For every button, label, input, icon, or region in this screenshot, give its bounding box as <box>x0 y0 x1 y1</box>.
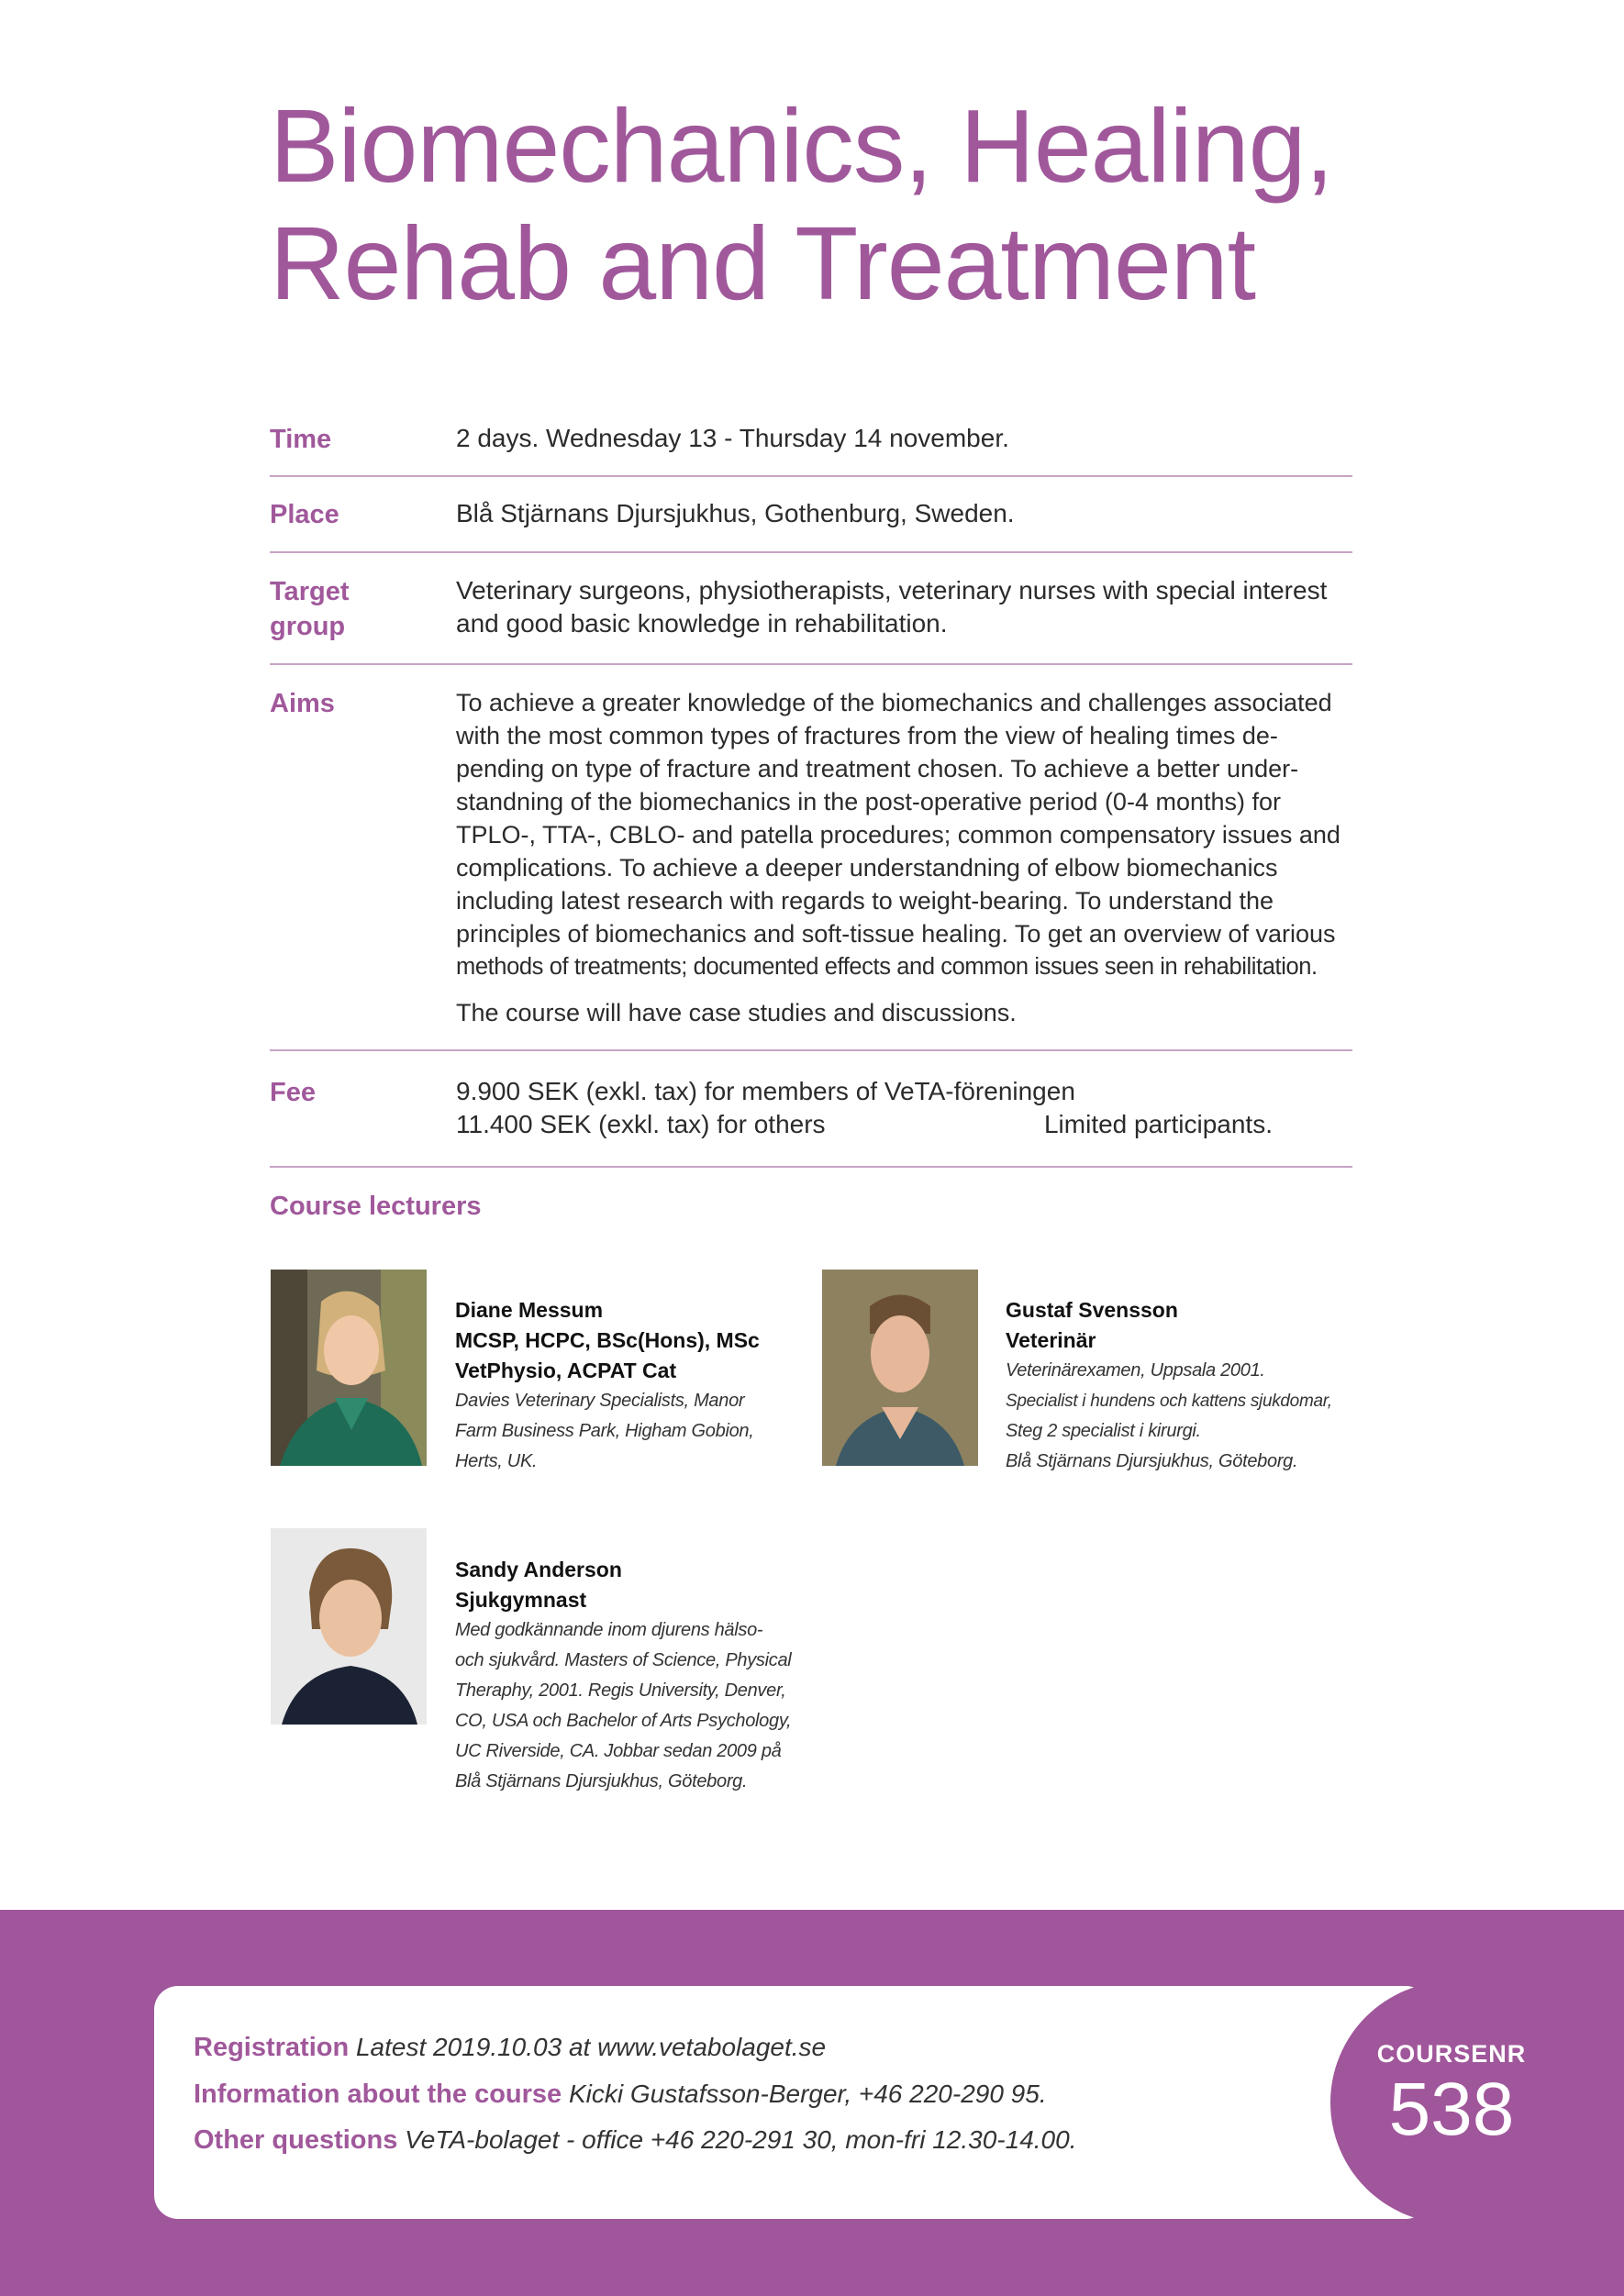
aims-line: principles of biomechanics and soft-tissue healing. To get an overview of various <box>456 920 1336 948</box>
place-label: Place <box>270 500 339 529</box>
target-value-line-1: Veterinary surgeons, physiotherapists, veterinary nurses with special interest <box>456 576 1328 605</box>
lecturer-desc-line: Med godkännande inom djurens hälso- <box>455 1620 763 1640</box>
target-label-line-2: group <box>270 612 346 641</box>
lecturer-desc-line: UC Riverside, CA. Jobbar sedan 2009 på <box>455 1741 782 1761</box>
fee-line-2: 11.400 SEK (exkl. tax) for others <box>456 1110 826 1138</box>
aims-line: TPLO-, TTA-, CBLO- and patella procedures; common compensatory issues and <box>456 821 1340 849</box>
lecturer-name-line: Gustaf Svensson <box>1006 1298 1178 1322</box>
aims-line: methods of treatments; documented effects and common issues seen in rehabilitation. <box>456 954 1318 980</box>
fee-value <box>456 1075 1314 1141</box>
information-label: Information about the course <box>194 2080 562 2109</box>
limited-participants: Limited participants. <box>1043 1110 1273 1138</box>
page-title <box>270 87 1508 322</box>
lecturer-photo-diane <box>271 1270 427 1466</box>
lecturer-name-line: Sandy Anderson <box>455 1558 622 1581</box>
lecturer-desc-line: Veterinärexamen, Uppsala 2001. <box>1006 1360 1265 1381</box>
aims-value <box>456 686 1351 1029</box>
other-questions-value: VeTA-bolaget - office +46 220-291 30, mon-fri 12.30-14.00. <box>405 2125 1077 2154</box>
lecturer-name-line: Diane Messum <box>455 1298 604 1322</box>
lecturer-name-line: Sjukgymnast <box>455 1588 587 1612</box>
title-line-2: Rehab and Treatment <box>270 205 1256 321</box>
lecturer-desc-line: Steg 2 specialist i kirurgi. <box>1006 1421 1201 1441</box>
detail-row-time <box>270 422 1352 477</box>
lecturer-desc-line: och sjukvård. Masters of Science, Physical <box>455 1650 792 1670</box>
detail-row-fee <box>270 1075 1352 1168</box>
aims-line: including latest research with regards to weight-bearing. To understand the <box>456 887 1274 915</box>
course-number-label: COURSENR <box>1376 2040 1527 2068</box>
lecturer-desc-line: Specialist i hundens och kattens sjukdomar, <box>1006 1392 1332 1411</box>
lecturer-desc-line: Herts, UK. <box>455 1451 538 1471</box>
detail-row-place <box>270 497 1352 553</box>
lecturer-desc-line: CO, USA och Bachelor of Arts Psychology, <box>455 1711 792 1731</box>
lecturer-desc-line: Blå Stjärnans Djursjukhus, Göteborg. <box>1006 1451 1298 1471</box>
lecturer-photo-gustaf <box>822 1270 978 1466</box>
other-questions-label: Other questions <box>194 2125 398 2155</box>
place-value: Blå Stjärnans Djursjukhus, Gothenburg, Sweden. <box>456 499 1015 527</box>
lecturer-desc-line: Farm Business Park, Higham Gobion, <box>455 1421 754 1441</box>
other-questions-line <box>194 2122 1076 2158</box>
fee-line-1: 9.900 SEK (exkl. tax) for members of VeTA-föreningen <box>456 1077 1075 1105</box>
lecturer-desc-line: Davies Veterinary Specialists, Manor <box>455 1391 745 1411</box>
target-group-label <box>270 574 435 644</box>
course-number: 538 <box>1388 2068 1515 2151</box>
aims-label: Aims <box>270 689 335 718</box>
target-group-value <box>456 574 1351 640</box>
target-value-line-2: and good basic knowledge in rehabilitation. <box>456 609 948 638</box>
time-label: Time <box>270 425 332 454</box>
lecturer-desc-line: Blå Stjärnans Djursjukhus, Göteborg. <box>455 1771 748 1791</box>
lecturer-name-line: Veterinär <box>1006 1328 1096 1352</box>
lecturers-heading: Course lecturers <box>270 1192 482 1221</box>
registration-value[interactable]: Latest 2019.10.03 at www.vetabolaget.se <box>355 2033 827 2061</box>
detail-row-aims <box>270 686 1352 1051</box>
lecturer-card-gustaf <box>1006 1295 1373 1477</box>
lecturer-card-diane <box>455 1295 804 1477</box>
aims-extra: The course will have case studies and discussions. <box>456 999 1017 1026</box>
lecturer-card-sandy <box>455 1555 804 1797</box>
aims-line: pending on type of fracture and treatment chosen. To achieve a better under- <box>456 755 1299 782</box>
information-value: Kicki Gustafsson-Berger, +46 220-290 95. <box>568 2080 1047 2108</box>
detail-row-target-group <box>270 574 1352 665</box>
registration-line <box>194 2029 826 2066</box>
aims-line: with the most common types of fractures from the view of healing times de- <box>456 722 1278 749</box>
title-line-1: Biomechanics, Healing, <box>270 88 1333 204</box>
lecturer-desc-line: Theraphy, 2001. Regis University, Denver, <box>455 1680 786 1701</box>
aims-line: complications. To achieve a deeper understandning of elbow biomechanics <box>456 854 1278 882</box>
fee-label: Fee <box>270 1078 316 1107</box>
time-value: 2 days. Wednesday 13 - Thursday 14 november. <box>456 424 1009 452</box>
target-label-line-1: Target <box>270 577 350 606</box>
lecturer-name-line: VetPhysio, ACPAT Cat <box>455 1359 677 1382</box>
aims-line: To achieve a greater knowledge of the biomechanics and challenges associated <box>456 689 1332 716</box>
lecturer-name-line: MCSP, HCPC, BSc(Hons), MSc <box>455 1328 760 1352</box>
information-line <box>194 2076 1047 2113</box>
lecturer-photo-sandy <box>271 1528 427 1725</box>
registration-label: Registration <box>194 2033 350 2062</box>
aims-line: standning of the biomechanics in the post-operative period (0-4 months) for <box>456 788 1282 815</box>
